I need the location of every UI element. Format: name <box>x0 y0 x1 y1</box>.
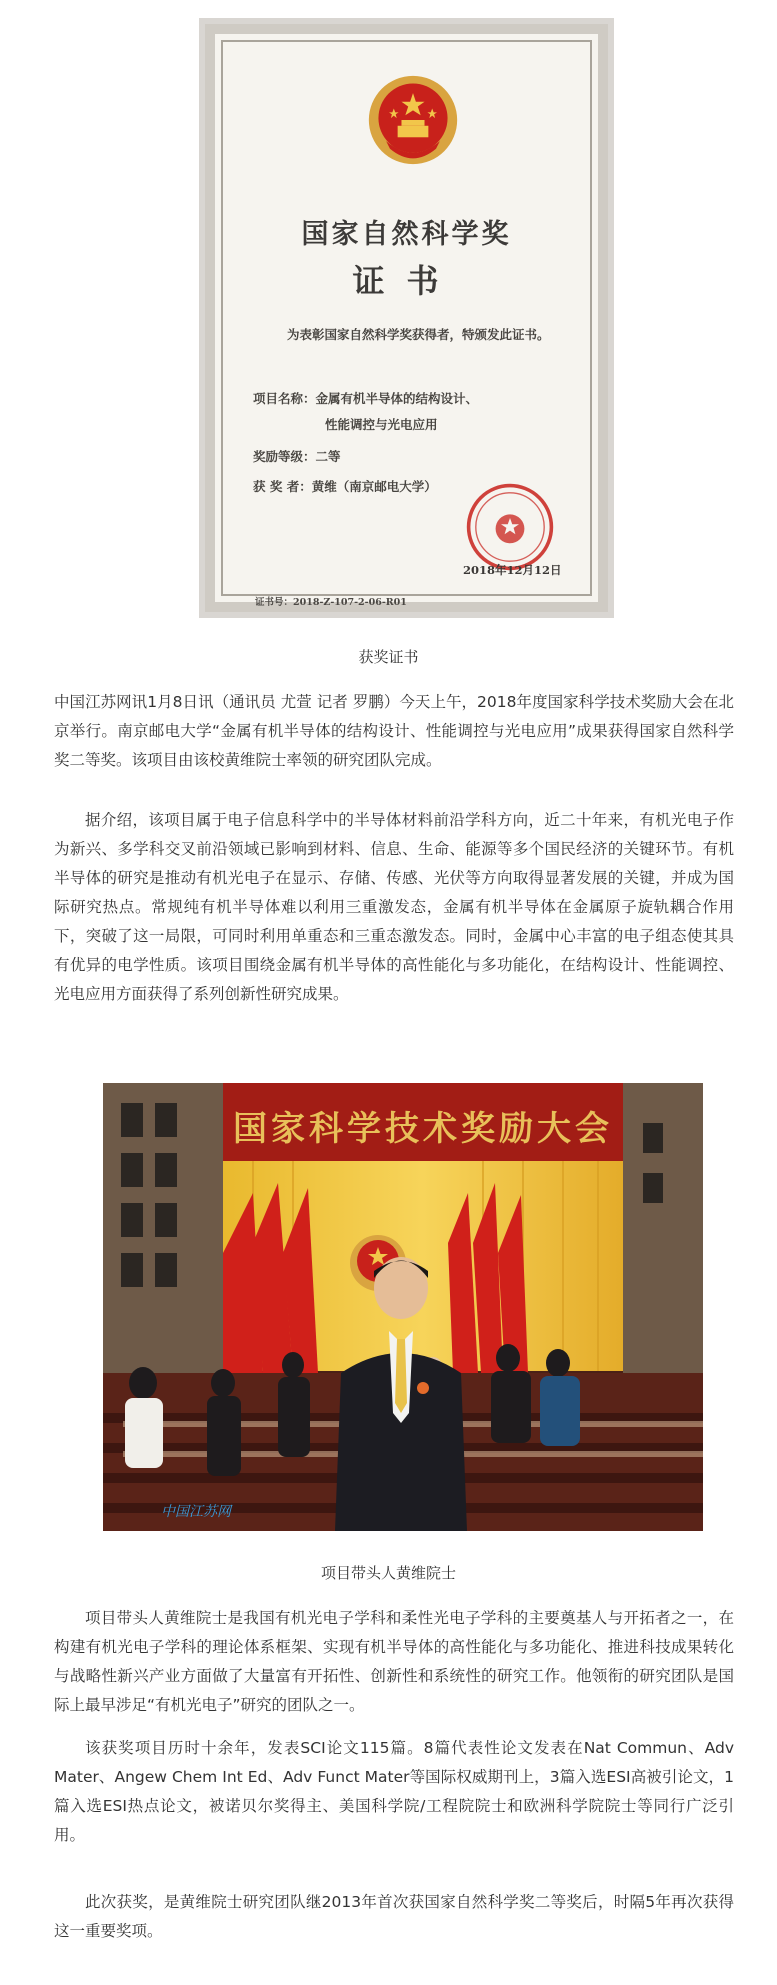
paragraph-achievements: 该获奖项目历时十余年，发表SCI论文115篇。8篇代表性论文发表在Nat Commun、Adv Mater、Angew Chem Int Ed、Adv Funct Mater等国际权威期刊上，3篇入选ESI高被引论文，1篇入选ESI热点论文，被诺贝尔奖得主、美国科学院/工程院院士和欧洲科学院院士等同行广泛引用。 <box>54 1739 734 1844</box>
certificate-grade-row <box>253 444 583 470</box>
project-name-line2: 性能调控与光电应用 <box>325 417 438 432</box>
state-council-seal-icon <box>465 482 555 572</box>
project-label: 项目名称： <box>253 391 316 406</box>
certificate-intro: 为表彰国家自然科学奖获得者，特颁发此证书。 <box>287 327 550 342</box>
photo-watermark: 中国江苏网 <box>161 1504 231 1520</box>
certificate-number <box>255 594 407 608</box>
photo-caption: 项目带头人黄维院士 <box>320 1564 456 1582</box>
certificate <box>205 24 608 612</box>
certificate-date: 2018年12月12日 <box>463 563 562 577</box>
national-emblem-icon <box>365 72 461 168</box>
paragraph-conclusion: 此次获奖，是黄维院士研究团队继2013年首次获国家自然科学奖二等奖后，时隔5年再次获得这一重要奖项。 <box>54 1893 734 1940</box>
winner-label: 获 奖 者： <box>253 479 312 494</box>
certificate-title: 国家自然科学奖 <box>301 219 512 250</box>
certificate-caption: 获奖证书 <box>358 648 419 666</box>
winner-value: 黄维（南京邮电大学） <box>311 479 437 494</box>
ceremony-photo <box>103 1083 703 1531</box>
ceremony-scene <box>103 1083 703 1531</box>
cert-no-label: 证书号： <box>255 597 294 608</box>
paragraph-leader: 项目带头人黄维院士是我国有机光电子学科和柔性光电子学科的主要奠基人与开拓者之一，在构建有机光电子学科的理论体系框架、实现有机半导体的高性能化与多功能化、推进科技成果转化与战略性新兴产业方面做了大量富有开拓性、创新性和系统性的研究工作。他领衔的研究团队是国际上最早涉足“有机光电子”研究的团队之一。 <box>54 1609 734 1714</box>
grade-value: 二等 <box>315 449 341 464</box>
paragraph-intro: 中国江苏网讯1月8日讯（通讯员 尤萱 记者 罗鹏）今天上午，2018年度国家科学技术奖励大会在北京举行。南京邮电大学“金属有机半导体的结构设计、性能调控与光电应用”成果获得国家自然科学奖二等奖。该项目由该校黄维院士率领的研究团队完成。 <box>54 693 734 769</box>
grade-label: 奖励等级： <box>253 449 316 464</box>
paragraph-background: 据介绍，该项目属于电子信息科学中的半导体材料前沿学科方向，近二十年来，有机光电子作为新兴、多学科交叉前沿领域已影响到材料、信息、生命、能源等多个国民经济的关键环节。有机半导体的研究是推动有机光电子在显示、存储、传感、光伏等方向取得显著发展的关键，并成为国际研究热点。常规纯有机半导体难以利用三重激发态，金属有机半导体在金属原子旋轨耦合作用下，突破了这一局限，可同时利用单重态和三重态激发态。同时，金属中心丰富的电子组态使其具有优异的电学性质。该项目围绕金属有机半导体的高性能化与多功能化，在结构设计、性能调控、光电应用方面获得了系列创新性研究成果。 <box>54 811 734 1003</box>
certificate-subtitle: 证书 <box>352 262 461 300</box>
project-name-line1: 金属有机半导体的结构设计、 <box>315 391 479 406</box>
photo-banner-text: 国家科学技术奖励大会 <box>233 1109 613 1149</box>
certificate-photo <box>199 18 614 618</box>
certificate-project-row <box>253 386 583 412</box>
cert-no-value: 2018-Z-107-2-06-R01 <box>293 597 407 608</box>
